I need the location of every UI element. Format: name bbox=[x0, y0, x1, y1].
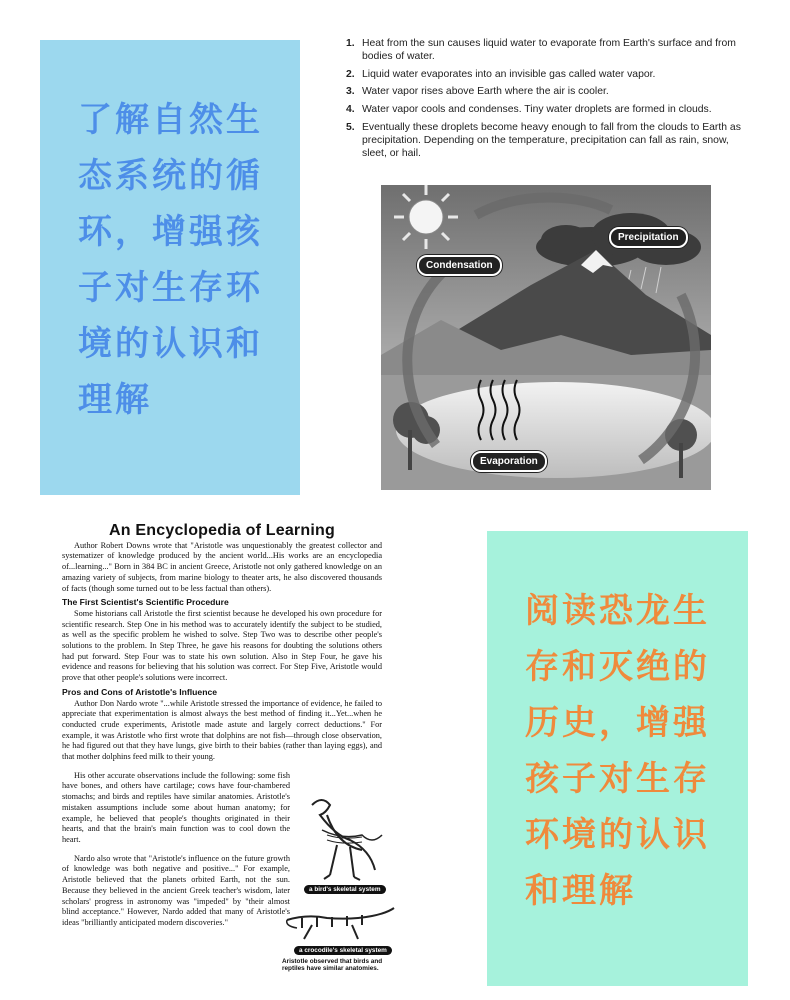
lake bbox=[396, 382, 711, 478]
top-caption-line: 子对生存环 bbox=[78, 268, 263, 308]
step-item bbox=[344, 86, 744, 99]
step-text: Water vapor cools and condenses. Tiny water droplets are formed in clouds. bbox=[362, 104, 712, 116]
top-caption-line: 理解 bbox=[78, 380, 152, 420]
top-caption-line: 环，增强孩 bbox=[78, 212, 263, 252]
step-number: 4. bbox=[346, 104, 355, 116]
step-number: 1. bbox=[346, 38, 355, 49]
bird-skeleton-icon bbox=[312, 800, 382, 880]
page-title: An Encyclopedia of Learning bbox=[109, 522, 335, 539]
step-text: Eventually these droplets become heavy enough to fall from the clouds to Earth as precipitation. Depending on the temperature, precipitation can fall as rain, snow, sleet, or hail. bbox=[362, 121, 741, 159]
figure-caption: Aristotle observed that birds and reptiles have similar anatomies. bbox=[282, 958, 383, 973]
water-cycle-steps bbox=[344, 38, 744, 165]
condensation-label: Condensation bbox=[417, 255, 502, 276]
sun-icon bbox=[394, 185, 458, 249]
influence-paragraph: Nardo also wrote that "Aristotle's influence on the future growth of knowledge was both negative and positive..." For example, Aristotle believed that the planets orbited Earth, not the sun. Because they believed in the ancient Greek teacher's wisdom, later scholars' progress in astronomy was "impeded" by "their almost blind acceptance." However, Nardo added that many of Aristotle's ideas "brilliantly anticipated modern discoveries." bbox=[62, 853, 290, 927]
step-number: 3. bbox=[346, 86, 355, 98]
precipitation-label: Precipitation bbox=[609, 227, 688, 248]
crocodile-skeleton-icon bbox=[287, 908, 394, 939]
step-item bbox=[344, 122, 744, 160]
step-text: Heat from the sun causes liquid water to evaporate from Earth's surface and from bodies of water. bbox=[362, 38, 736, 62]
section-heading: Pros and Cons of Aristotle's Influence bbox=[62, 686, 218, 697]
skeleton-figure bbox=[282, 785, 397, 975]
step-text: Liquid water evaporates into an invisible gas called water vapor. bbox=[362, 68, 656, 80]
top-caption-line: 境的认识和 bbox=[78, 324, 263, 364]
step-item bbox=[344, 69, 744, 82]
intro-paragraph: Author Robert Downs wrote that "Aristotle was unquestionably the greatest collector and systematizer of knowledge produced by the ancient world...His works are an encyclopedia of...learning..." Born in 384 BC in ancient Greece, Aristotle not only gathered knowledge on an amazing variety of subjects, from marine biology to theater arts, he also discovered thousands of facts (though some turned out to be less factual than others). bbox=[62, 540, 382, 593]
bottom-caption-line: 历史，增强 bbox=[525, 703, 710, 743]
step-item bbox=[344, 38, 744, 64]
bottom-caption-line: 和理解 bbox=[525, 871, 636, 911]
bottom-caption-panel bbox=[487, 531, 748, 986]
bottom-caption-line: 环境的认识 bbox=[525, 815, 710, 855]
step-number: 2. bbox=[346, 68, 355, 80]
section-paragraph: Some historians call Aristotle the first scientist because he developed his own procedure for scientific research. Step One in his method was to accurately identify the subject to be studied, as well as the specific problem he wished to solve. Step Two was to describe other people's solutions to the problem. In Step Three, he gave his reasons for doubting the solutions others had put forward. Step Four was to state his own solution. Also in Step Four, he gave his evidence and reasons for believing that his solution was correct. For Step Five, Aristotle would prove that other people's solutions were incorrect. bbox=[62, 608, 382, 683]
evaporation-label: Evaporation bbox=[471, 451, 547, 472]
crocodile-skeleton-label: a crocodile's skeletal system bbox=[294, 946, 392, 955]
top-caption-line: 了解自然生 bbox=[78, 100, 263, 140]
step-text: Water vapor rises above Earth where the air is cooler. bbox=[362, 86, 609, 98]
section-heading: The First Scientist's Scientific Procedure bbox=[62, 597, 229, 608]
bottom-caption-line: 孩子对生存 bbox=[525, 759, 710, 799]
bird-skeleton-label: a bird's skeletal system bbox=[304, 885, 386, 894]
top-caption-line: 态系统的循 bbox=[78, 156, 263, 196]
bottom-caption-line: 存和灭绝的 bbox=[525, 647, 710, 687]
step-number: 5. bbox=[346, 121, 355, 133]
top-caption-panel bbox=[40, 40, 300, 495]
step-item bbox=[344, 104, 744, 117]
bottom-caption-line: 阅读恐龙生 bbox=[525, 591, 710, 631]
section-paragraph: Author Don Nardo wrote "...while Aristotle stressed the importance of evidence, he failed to appreciate that experimentation is almost always the best method of finding it...Yet...when he conducted crude experiments, Aristotle made astute and largely correct deductions." For example, it was Aristotle who first wrote that dolphins are not fish—through close observation, he had figured out that they have lungs, give birth to their babies (rather than laying eggs), and that mother dolphins feed milk to their young. bbox=[62, 698, 382, 762]
water-cycle-illustration bbox=[381, 185, 711, 490]
observations-paragraph: His other accurate observations include the following: some fish have bones, and others have cartilage; cows have four-chambered stomachs; and birds and reptiles have similar anatomies. Aristotle's mistaken assumptions include some about human anatomy; for example, he believed that people's thoughts originated in their hearts, and that the brain's main function was to cool down the heart. bbox=[62, 770, 290, 844]
